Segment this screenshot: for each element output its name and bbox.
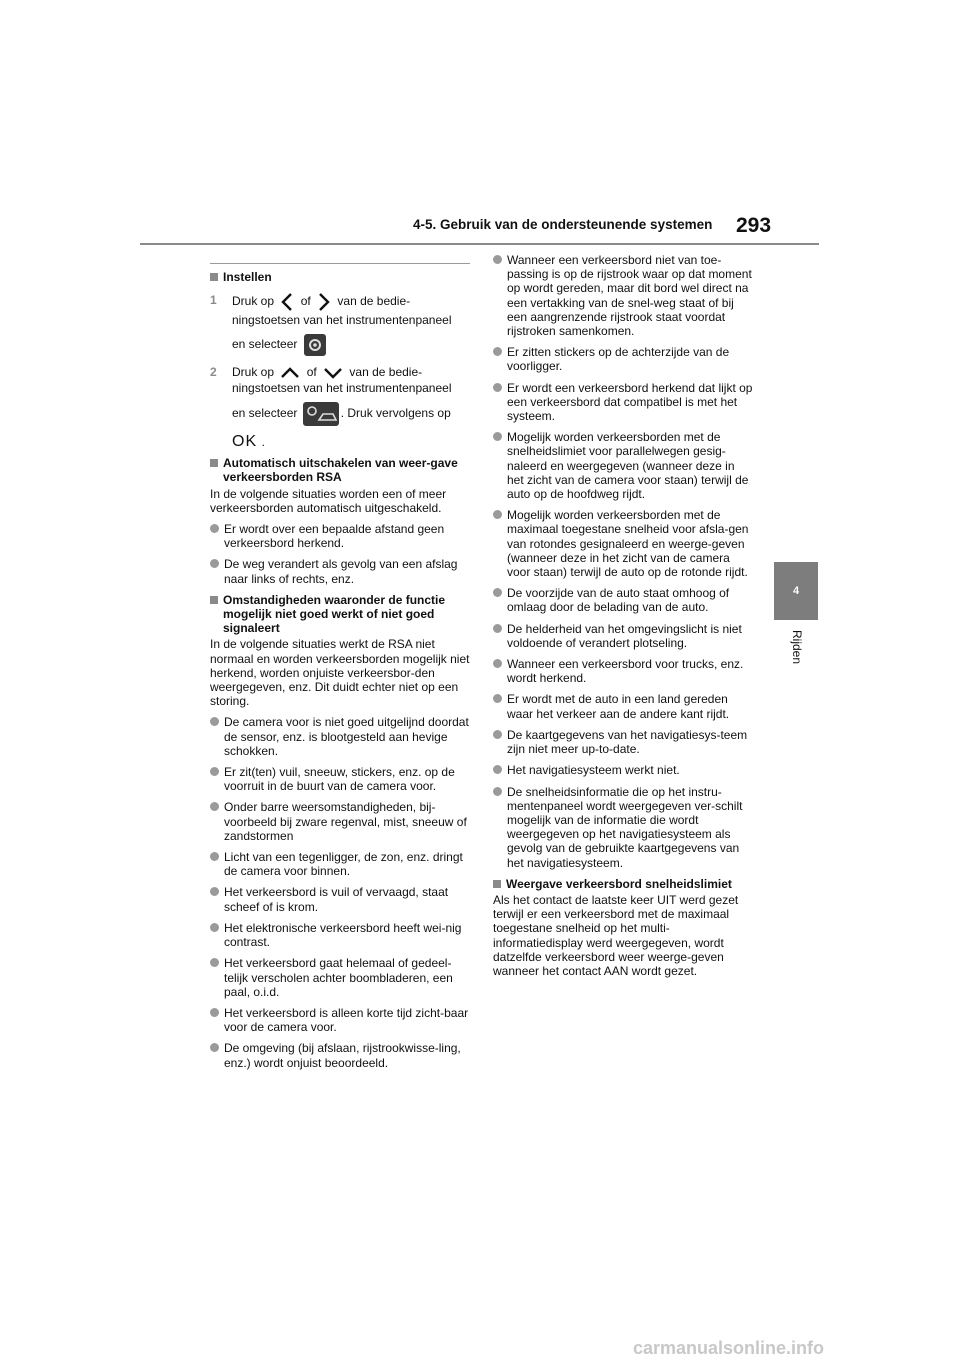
bullet-icon [210,802,219,811]
bullet-icon [493,694,502,703]
list-item: Het verkeersbord gaat helemaal of gedeel-telijk verscholen achter boombladeren, een paal, o.i.d. [210,956,470,999]
step-text: en selecteer [232,337,298,352]
list-item: De voorzijde van de auto staat omhoog of omlaag door de belading van de auto. [493,586,753,614]
bullet-icon [210,958,219,967]
step-text: en selecteer [232,406,298,421]
step-text: of [306,365,317,380]
list-item: De helderheid van het omgevingslicht is niet voldoende of verandert plotseling. [493,622,753,650]
step-number: 1 [210,293,217,308]
list-item: Wanneer een verkeersbord voor trucks, enz. wordt herkend. [493,657,753,685]
step-text: Druk op [232,294,275,309]
paragraph-speed-limit: Als het contact de laatste keer UIT werd gezet terwijl er een verkeersbord met de maximaal toegestane snelheid op het multi-informatiedisplay werd weergegeven, wordt datzelfde verkeersbord weer weerge-geven wanneer het contact AAN wordt gezet. [493,892,739,978]
list-item: Het elektronische verkeersbord heeft wei-nig contrast. [210,921,470,949]
heading-conditions: Omstandigheden waaronder de functie mogelijk niet goed werkt of niet goed signaleert [210,593,470,636]
chevron-left-icon [280,292,294,312]
step-text: ningstoetsen van het instrumentenpaneel [232,381,452,396]
left-column [210,253,470,1077]
heading-speed-limit: Weergave verkeersbord snelheidslimiet [493,877,753,891]
bullet-icon [493,510,502,519]
list-item: Mogelijk worden verkeersborden met de maximaal toegestane snelheid voor afsla-gen van rotondes gesignaleerd en weerge-geven (wanneer deze in het zicht van de camera voor staan) terwijl de auto op de rotonde rijdt. [493,508,753,579]
list-item: Mogelijk worden verkeersborden met de snelheidslimiet voor parallelwegen gesig-naleerd en weergegeven (wanneer deze in het zicht van de camera voor staan) terwijl de auto op de hoofdweg rijdt. [493,430,753,501]
step-1 [210,292,470,356]
bullet-icon [210,852,219,861]
step-text: . Druk vervolgens op [340,406,451,421]
ok-key-label: OK [232,433,258,451]
bullet-icon [493,383,502,392]
bullet-icon [493,730,502,739]
list-item: Er zit(ten) vuil, sneeuw, stickers, enz. op de voorruit in de buurt van de camera voor. [210,765,470,793]
header-divider [140,243,819,245]
bullet-icon [493,624,502,633]
section-title: 4-5. Gebruik van de ondersteunende systemen [413,217,713,232]
step-2 [210,364,470,450]
list-item: De weg verandert als gevolg van een afslag naar links of rechts, enz. [210,557,470,585]
bullet-icon [493,588,502,597]
bullet-icon [493,787,502,796]
heading-auto-off: Automatisch uitschakelen van weer-gave verkeersborden RSA [210,456,470,484]
bullet-icon [210,1043,219,1052]
chevron-down-icon [323,366,343,380]
watermark: carmanualsonline.info [633,1338,825,1358]
chapter-label: Rijden [790,630,804,665]
step-text: ningstoetsen van het instrumentenpaneel [232,313,452,328]
list-item: Er wordt een verkeersbord herkend dat lijkt op een verkeersbord dat compatibel is met het systeem. [493,381,753,424]
section-divider [210,263,470,264]
heading-instellen: Instellen [210,270,470,284]
paragraph-conditions: In de volgende situaties werkt de RSA niet normaal en worden verkeersborden mogelijk niet herkend, worden onjuiste verkeersbor-den weergegeven, enz. Dit duidt echter niet op een storing. [210,637,470,709]
paragraph-auto-off: In de volgende situaties worden een of meer verkeersborden automatisch uitgeschakeld. [210,486,447,515]
bullet-icon [210,767,219,776]
list-item: De omgeving (bij afslaan, rijstrookwisse-ling, enz.) wordt onjuist beoordeeld. [210,1041,470,1069]
chapter-tab [774,562,818,620]
list-item: Er wordt over een bepaalde afstand geen verkeersbord herkend. [210,522,470,550]
list-item: Het verkeersbord is alleen korte tijd zicht-baar voor de camera voor. [210,1006,470,1034]
list-item: Het navigatiesysteem werkt niet. [493,763,753,777]
step-text: Druk op [232,365,275,380]
chevron-right-icon [317,292,331,312]
list-item: Wanneer een verkeersbord niet van toe-passing is op de rijstrook waar op dat moment op wordt gereden, maar dit bord wel direct na een vertakking van de snel-weg staat of bij een aangrenzende rijstrook staat voordat rijstroken samenkomen. [493,253,753,338]
list-item: Er wordt met de auto in een land gereden waar het verkeer aan de andere kant rijdt. [493,692,753,720]
bullet-icon [210,1008,219,1017]
settings-icon [304,334,326,356]
list-conditions-right [493,253,753,870]
bullet-icon [493,659,502,668]
step-text: van de bedie- [349,365,423,380]
list-item: De kaartgegevens van het navigatiesys-teem zijn niet meer up-to-date. [493,728,753,756]
bullet-icon [493,765,502,774]
list-conditions-left [210,715,470,1069]
road-sign-assist-icon [303,402,339,426]
bullet-icon [493,347,502,356]
list-item: Onder barre weersomstandigheden, bij-voorbeeld bij zware regenval, mist, sneeuw of zandstormen [210,800,470,843]
list-item: Licht van een tegenligger, de zon, enz. dringt de camera voor binnen. [210,850,470,878]
list-item: De snelheidsinformatie die op het instru-mentenpaneel wordt weergegeven ver-schilt mogelijk van de informatie die wordt weergegeven op het navigatiesysteem als gevolg van de gebruikte kaartgegevens van het navigatiesysteem. [493,785,753,870]
step-text: van de bedie- [337,294,411,309]
bullet-icon [493,255,502,264]
list-item: Er zitten stickers op de achterzijde van de voorligger. [493,345,753,373]
step-text: of [300,294,311,309]
chapter-number: 4 [792,585,800,597]
step-text: . [261,435,265,450]
list-item: De camera voor is niet goed uitgelijnd doordat de sensor, enz. is blootgesteld aan hevige schokken. [210,715,470,758]
bullet-icon [210,717,219,726]
step-number: 2 [210,365,217,380]
right-column [493,253,753,985]
list-auto-off [210,522,470,586]
bullet-icon [210,923,219,932]
list-item: Het verkeersbord is vuil of vervaagd, staat scheef of is krom. [210,885,470,913]
chevron-up-icon [280,366,300,380]
bullet-icon [493,432,502,441]
bullet-icon [210,559,219,568]
page-number: 293 [736,214,772,237]
bullet-icon [210,524,219,533]
bullet-icon [210,887,219,896]
